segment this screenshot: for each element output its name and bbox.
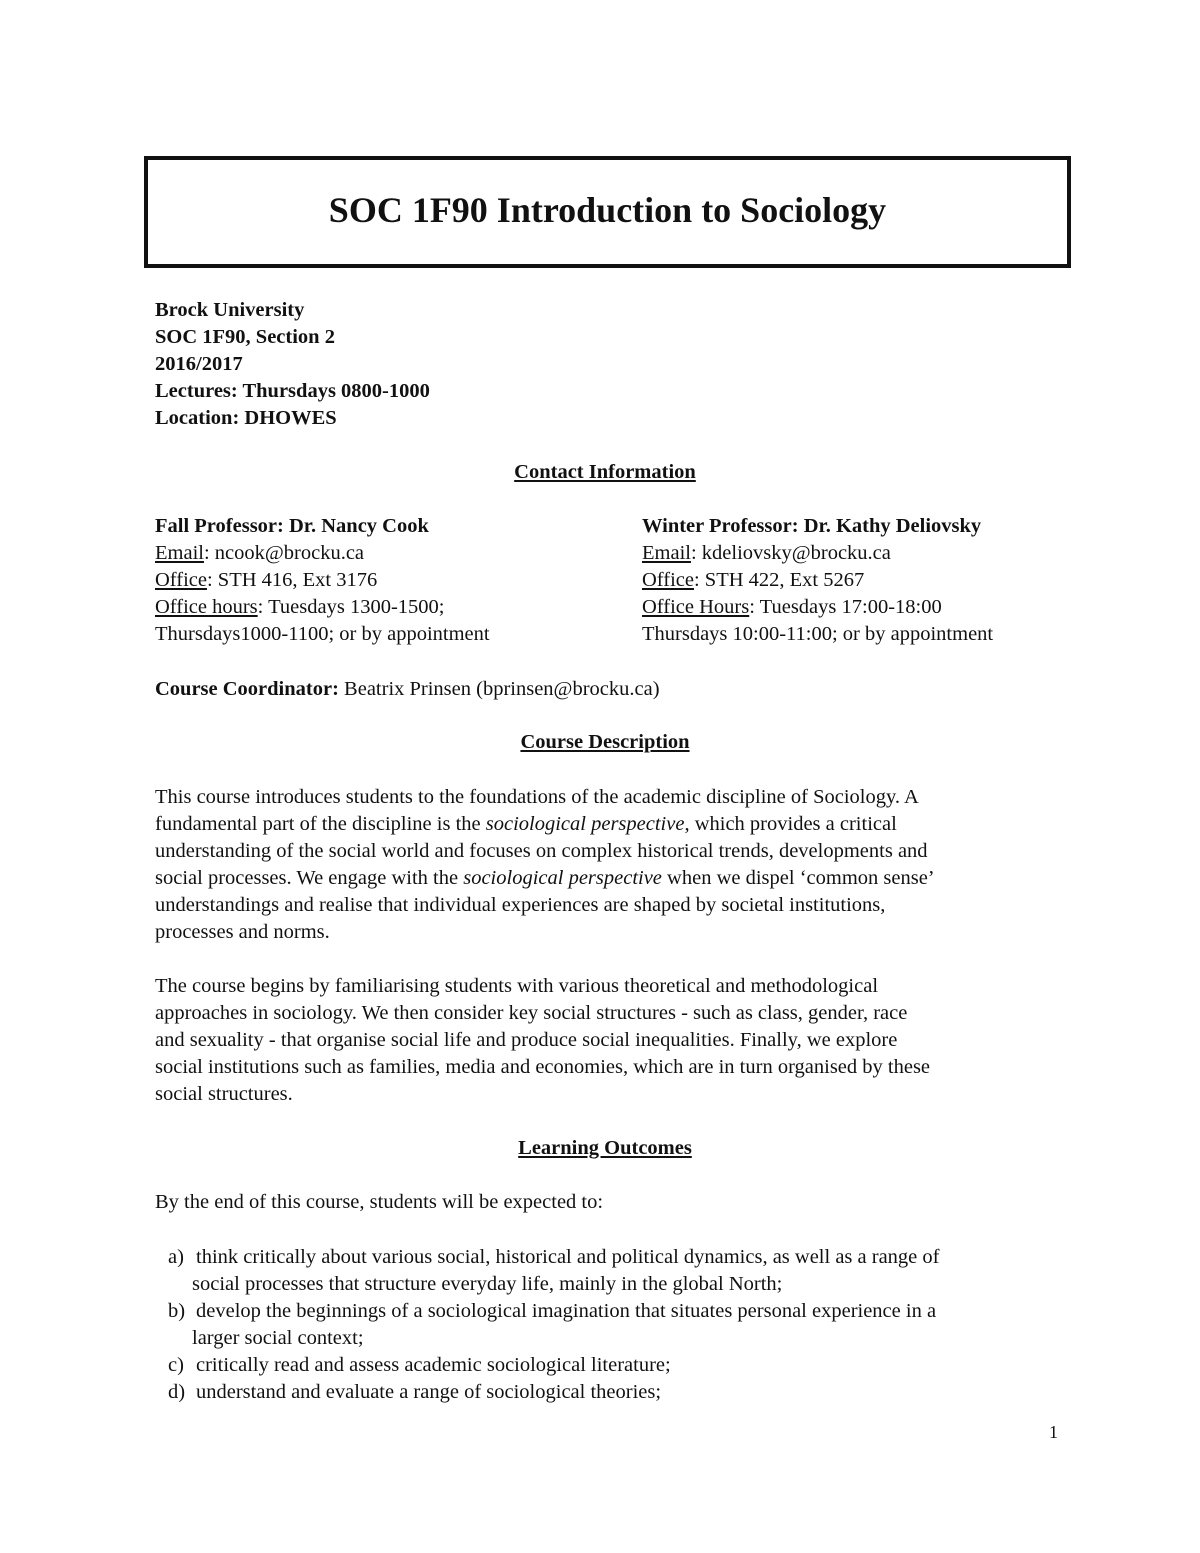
winter-professor-block [642, 513, 993, 648]
lecture-location: Location: DHOWES [155, 407, 337, 429]
text-line [155, 865, 1060, 892]
emphasis-text: sociological perspective [485, 813, 685, 835]
outcome-item-b [168, 1298, 936, 1352]
text-span: fundamental part of the discipline is the [155, 813, 486, 835]
fall-office-label: Office [155, 569, 207, 591]
text-line: social structures. [155, 1083, 293, 1105]
outcome-text: critically read and assess academic sociological literature; [196, 1354, 671, 1376]
fall-office-line [155, 567, 490, 594]
coordinator-value: Beatrix Prinsen (bprinsen@brocku.ca) [338, 678, 660, 700]
fall-professor-block [155, 513, 490, 648]
text-line [155, 811, 1060, 838]
emphasis-text: sociological perspective [463, 867, 662, 889]
winter-office-label: Office [642, 569, 694, 591]
contact-heading: Contact Information [514, 461, 696, 483]
text-line: The course begins by familiarising students with various theoretical and methodological [155, 975, 879, 997]
course-coordinator-line [155, 676, 660, 703]
fall-email-value[interactable]: : ncook@brocku.ca [203, 542, 365, 564]
winter-email-line [642, 540, 993, 567]
academic-year: 2016/2017 [155, 353, 243, 375]
outcomes-intro: By the end of this course, students will be expected to: [155, 1191, 604, 1213]
outcome-text: social processes that structure everyday life, mainly in the global North; [192, 1273, 783, 1295]
winter-hours-line-2: Thursdays 10:00-11:00; or by appointment [642, 623, 994, 645]
fall-email-line [155, 540, 490, 567]
fall-email-label: Email [155, 542, 204, 564]
outcome-item-d [168, 1379, 661, 1406]
text-span: , which provides a critical [684, 813, 897, 835]
fall-professor-name: Fall Professor: Dr. Nancy Cook [155, 515, 429, 537]
page-number: 1 [1049, 1422, 1058, 1442]
course-description-heading: Course Description [520, 731, 690, 753]
coordinator-label: Course Coordinator: [155, 678, 339, 700]
outcome-text: develop the beginnings of a sociological imagination that situates personal experience in a [196, 1300, 937, 1322]
winter-email-value[interactable]: : kdeliovsky@brocku.ca [690, 542, 891, 564]
text-line: and sexuality - that organise social life and produce social inequalities. Finally, we explore [155, 1029, 898, 1051]
text-span: social processes. We engage with the [155, 867, 464, 889]
document-title: SOC 1F90 Introduction to Sociology [328, 190, 887, 230]
description-paragraph-1 [155, 784, 1060, 946]
outcome-item-c [168, 1352, 671, 1379]
fall-hours-line-2: Thursdays1000-1100; or by appointment [155, 623, 490, 645]
text-span: when we dispel ‘common sense’ [661, 867, 935, 889]
outcome-text: understand and evaluate a range of sociological theories; [196, 1381, 662, 1403]
fall-office-value: : STH 416, Ext 3176 [206, 569, 378, 591]
list-marker: a) [168, 1246, 184, 1268]
description-paragraph-2 [155, 973, 1060, 1108]
text-line: approaches in sociology. We then consider key social structures - such as class, gender, race [155, 1002, 908, 1024]
winter-professor-name: Winter Professor: Dr. Kathy Deliovsky [642, 515, 982, 537]
outcome-item-a [168, 1244, 939, 1298]
title-box [144, 156, 1071, 268]
fall-hours-label: Office hours [155, 596, 258, 618]
fall-hours-value: : Tuesdays 1300-1500; [257, 596, 445, 618]
text-line: social institutions such as families, media and economies, which are in turn organised by these [155, 1056, 931, 1078]
learning-outcomes-heading: Learning Outcomes [518, 1137, 692, 1159]
course-meta [155, 297, 430, 432]
text-line: processes and norms. [155, 921, 330, 943]
list-marker: c) [168, 1354, 184, 1376]
course-section: SOC 1F90, Section 2 [155, 326, 335, 348]
text-line: This course introduces students to the foundations of the academic discipline of Sociology. A [155, 786, 919, 808]
lecture-times: Lectures: Thursdays 0800-1000 [155, 380, 430, 402]
winter-office-line [642, 567, 993, 594]
text-line: understandings and realise that individual experiences are shaped by societal institutions, [155, 894, 886, 916]
fall-hours-line [155, 594, 490, 621]
winter-email-label: Email [642, 542, 691, 564]
text-line: understanding of the social world and focuses on complex historical trends, developments and [155, 840, 928, 862]
list-marker: b) [168, 1300, 186, 1322]
outcome-text: larger social context; [192, 1327, 364, 1349]
winter-office-value: : STH 422, Ext 5267 [693, 569, 865, 591]
winter-hours-value: : Tuesdays 17:00-18:00 [749, 596, 942, 618]
winter-hours-line [642, 594, 993, 621]
list-marker: d) [168, 1381, 186, 1403]
university-name: Brock University [155, 299, 305, 321]
outcome-text: think critically about various social, historical and political dynamics, as well as a range of [196, 1246, 940, 1268]
winter-hours-label: Office Hours [642, 596, 750, 618]
